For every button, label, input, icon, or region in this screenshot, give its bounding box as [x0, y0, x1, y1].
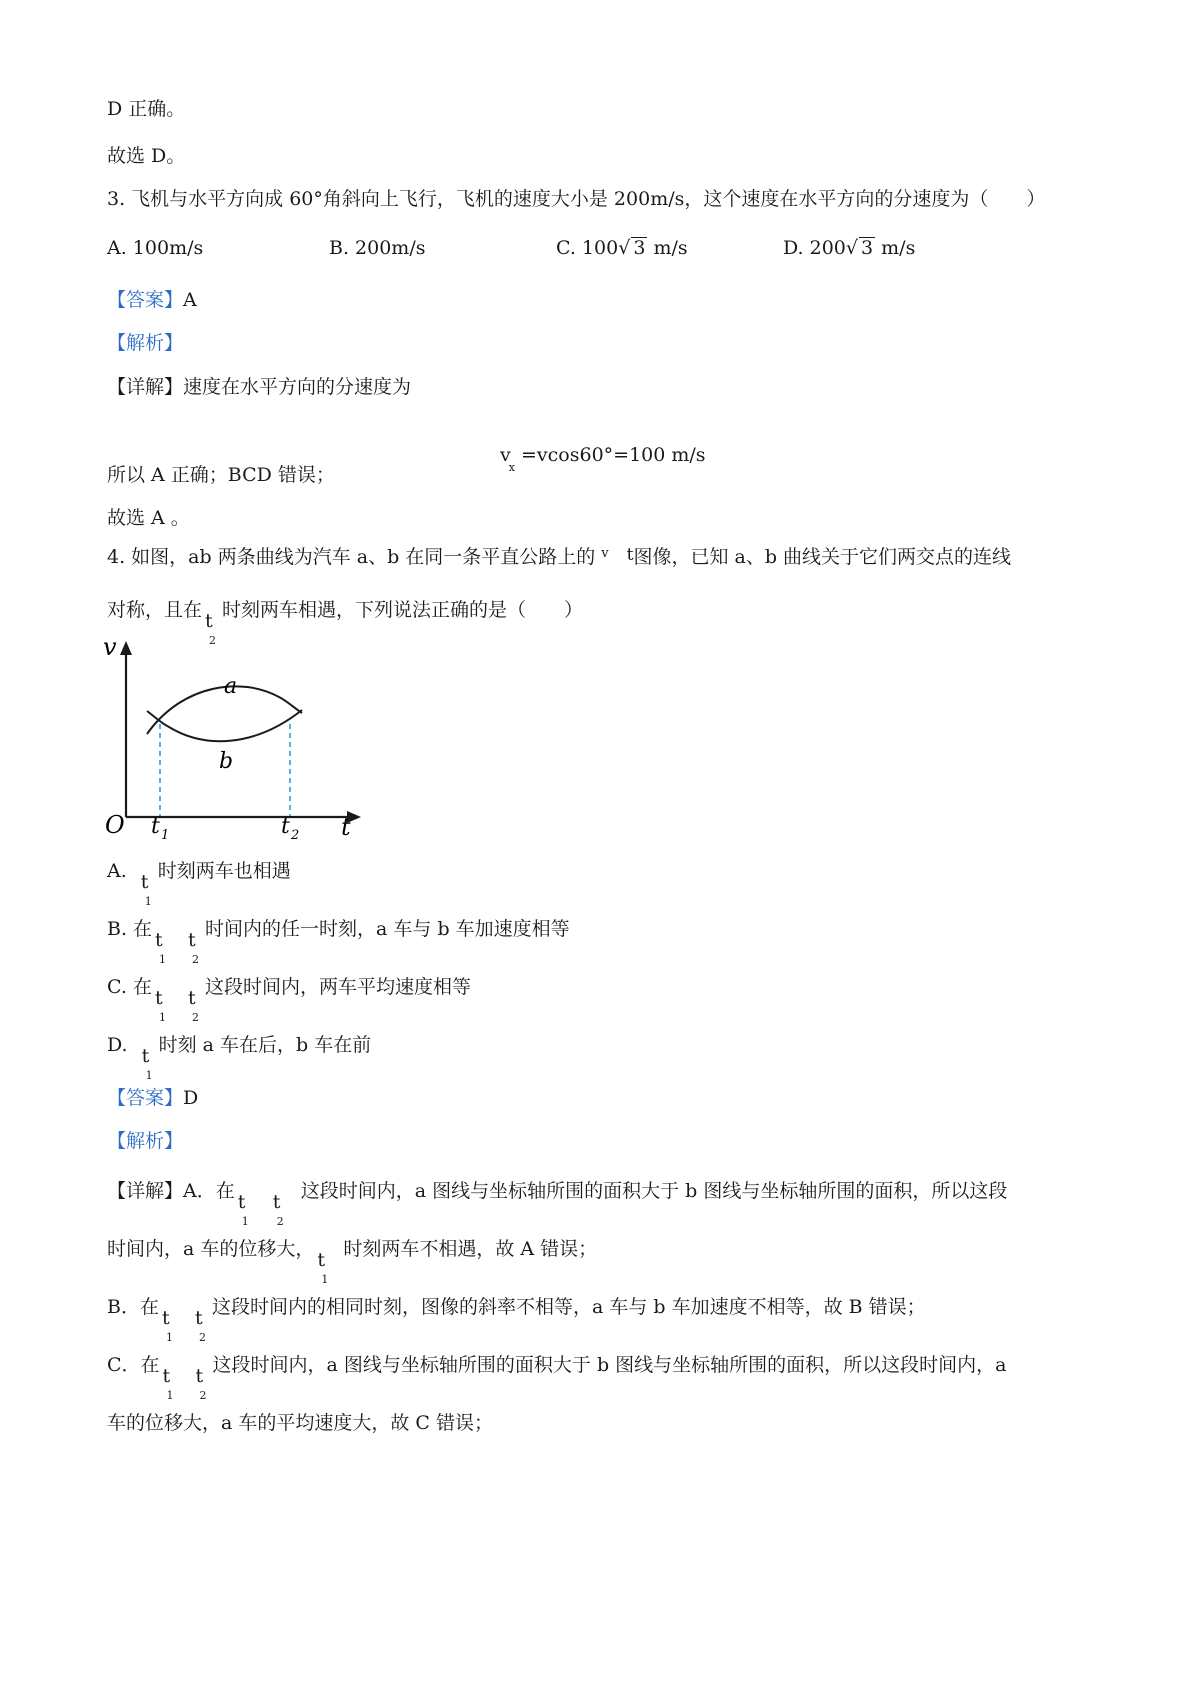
detail-4-a-line2: 时间内，a 车的位移大， t 1 时刻两车不相遇，故 A 错误；: [107, 1238, 598, 1286]
answer-value: A: [183, 289, 197, 311]
question-4-line1: [107, 544, 1011, 573]
eq-sub-x: x: [508, 461, 515, 474]
text-d-correct: D 正确。: [107, 98, 186, 120]
d4-b-text: 这段时间内的相同时刻，图像的斜率不相等，a 车与 b 车加速度不相等，故 B 错误；: [211, 1296, 926, 1318]
q4-text-d: 时刻两车相遇，下列说法正确的是（ ）: [222, 599, 584, 621]
label-t: t: [341, 813, 351, 841]
answer-value: D: [183, 1087, 199, 1109]
detail-tag: 【详解】: [107, 376, 184, 398]
option-3c: C. 100√ 3 m/s: [556, 237, 688, 259]
q4-text-b: 图像，已知 a、b 曲线关于它们两交点的连线: [633, 546, 1012, 568]
option-4a: A. t 1 时刻两车也相遇: [107, 860, 291, 908]
opt-a-text: 时刻两车也相遇: [157, 860, 291, 882]
label-t2-sub: 2: [291, 828, 300, 843]
label-v: v: [103, 635, 117, 661]
label-b: b: [219, 749, 234, 774]
detail-4-c-line2: 车的位移大，a 车的平均速度大，故 C 错误；: [107, 1412, 493, 1434]
label-t1-sub: 1: [161, 828, 170, 843]
v-axis-arrow-icon: [120, 641, 132, 655]
question-4-line2: 对称，且在 t 2 时刻两车相遇，下列说法正确的是（ ）: [107, 599, 584, 647]
option-3d: D. 200√ 3 m/s: [783, 237, 916, 259]
d4-c-prefix: C．在: [107, 1354, 160, 1376]
curve-b: [147, 710, 302, 741]
text-so-a-correct: 所以 A 正确；BCD 错误；: [107, 464, 335, 486]
option-3a: A. 100m/s: [107, 237, 204, 259]
d4-a-text3: 时刻两车不相遇，故 A 错误；: [343, 1238, 598, 1260]
d4-a-prefix: A．在: [183, 1180, 235, 1202]
option-4d: D. t 1 时刻 a 车在后，b 车在前: [107, 1034, 372, 1082]
option-4c: C. 在 t 1 t 2 这段时间内，两车平均速度相等: [107, 976, 471, 1024]
answer-tag: 【答案】: [107, 1087, 184, 1109]
sqrt-3: 3: [861, 237, 874, 259]
vt-graph: [95, 635, 375, 845]
detail-3: [107, 374, 411, 400]
text-choose-a: 故选 A 。: [107, 507, 190, 529]
detail-tag: 【详解】: [107, 1180, 184, 1202]
opt-d-text: 时刻 a 车在后，b 车在前: [158, 1034, 372, 1056]
answer-3: [107, 287, 197, 313]
question-3: 3. 飞机与水平方向成 60°角斜向上飞行，飞机的速度大小是 200m/s，这个速度在水平方向的分速度为（ ）: [107, 188, 1046, 210]
answer-tag: 【答案】: [107, 289, 184, 311]
opt-b-text: 时间内的任一时刻，a 车与 b 车加速度相等: [205, 918, 570, 940]
d4-a-text: 这段时间内，a 图线与坐标轴所围的面积大于 b 图线与坐标轴所围的面积，所以这段: [300, 1180, 1008, 1202]
analysis-4-tag: 【解析】: [107, 1130, 184, 1152]
option-3d-unit: m/s: [881, 237, 916, 259]
answer-4: [107, 1085, 198, 1111]
opt-d-prefix: D.: [107, 1034, 128, 1056]
q4-text-a: 4. 如图，ab 两条曲线为汽车 a、b 在同一条平直公路上的: [107, 546, 596, 568]
detail-4-c-line1: C．在 t 1 t 2 这段时间内，a 图线与坐标轴所围的面积大于 b 图线与坐标轴所围的面积，所以这段时间内，a: [107, 1354, 1007, 1402]
text-choose-d: 故选 D。: [107, 145, 186, 167]
d4-b-prefix: B．在: [107, 1296, 159, 1318]
detail-4-a-line1: 【详解】A．在 t 1 t 2 这段时间内，a 图线与坐标轴所围的面积大于 b 图线与坐标轴所围的面积，所以这段: [107, 1180, 1008, 1228]
opt-c-prefix: C. 在: [107, 976, 152, 998]
detail-4-b: B．在 t 1 t 2 这段时间内的相同时刻，图像的斜率不相等，a 车与 b 车加速度不相等，故 B 错误；: [107, 1296, 926, 1344]
label-t2: t: [281, 814, 290, 839]
detail-text: 速度在水平方向的分速度为: [183, 376, 412, 398]
option-3c-unit: m/s: [653, 237, 688, 259]
option-3d-prefix: D. 200: [783, 237, 846, 259]
opt-a-prefix: A.: [107, 860, 127, 882]
option-3b: B. 200m/s: [329, 237, 426, 259]
analysis-3-tag: 【解析】: [107, 332, 184, 354]
eq-v: v: [500, 444, 511, 466]
q4-text-c: 对称，且在: [107, 599, 203, 621]
option-3c-prefix: C. 100: [556, 237, 619, 259]
opt-c-text: 这段时间内，两车平均速度相等: [204, 976, 471, 998]
d4-a-text2: 时间内，a 车的位移大，: [107, 1238, 315, 1260]
equation-vx: [500, 444, 706, 474]
eq-rest: =vcos60°=100 m/s: [521, 444, 706, 466]
sqrt-3: 3: [633, 237, 646, 259]
q4-t: t: [626, 545, 634, 565]
q4-v: v: [601, 546, 609, 561]
label-t1: t: [151, 814, 160, 839]
label-a: a: [224, 674, 238, 699]
label-origin: O: [105, 811, 125, 839]
opt-b-prefix: B. 在: [107, 918, 153, 940]
option-4b: B. 在 t 1 t 2 时间内的任一时刻，a 车与 b 车加速度相等: [107, 918, 570, 966]
d4-c-text: 这段时间内，a 图线与坐标轴所围的面积大于 b 图线与坐标轴所围的面积，所以这段时间内，a: [212, 1354, 1007, 1376]
